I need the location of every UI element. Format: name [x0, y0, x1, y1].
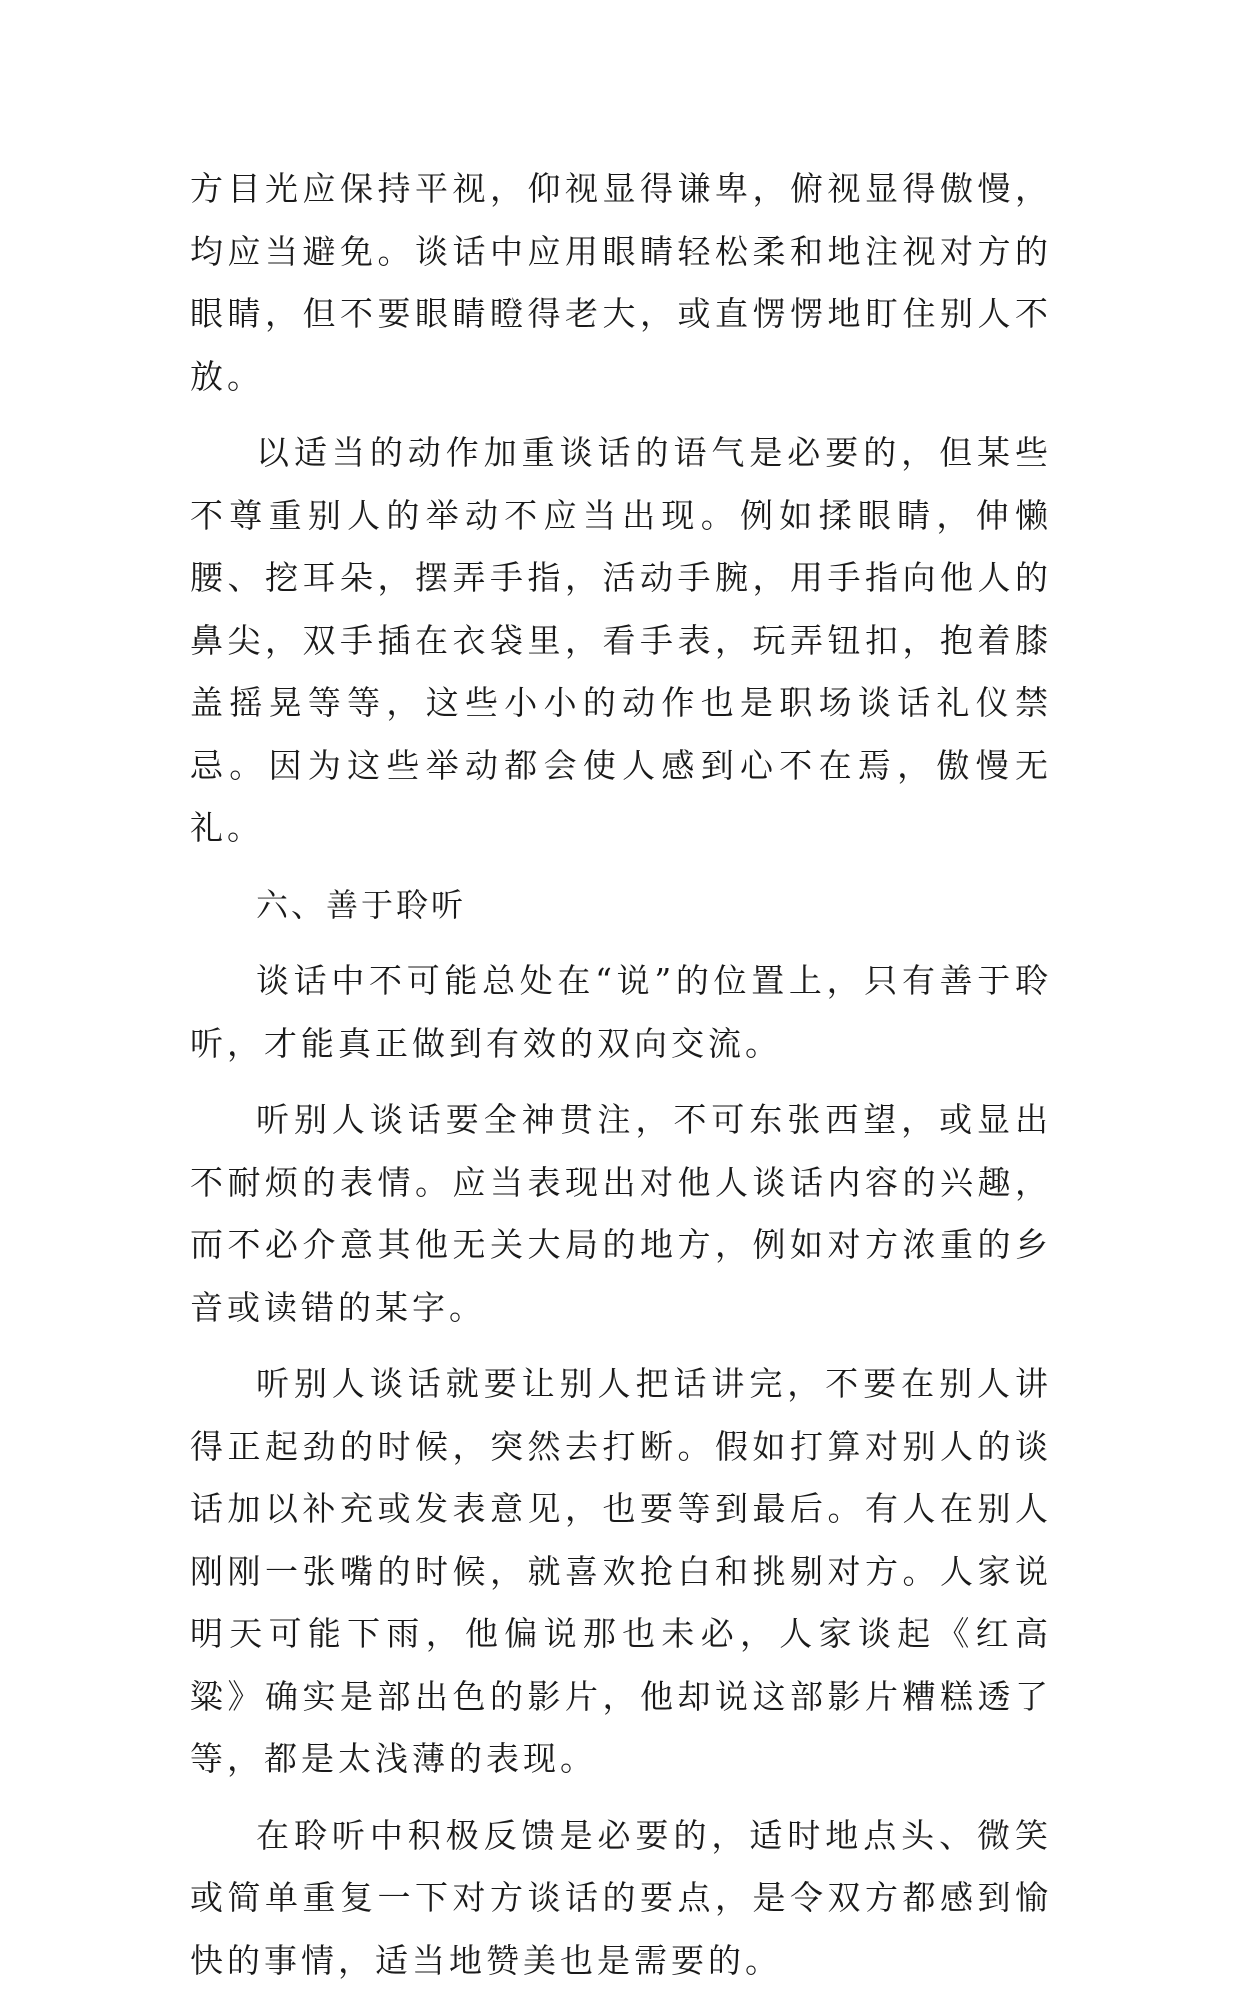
paragraph-attention: 听别人谈话要全神贯注，不可东张西望，或显出不耐烦的表情。应当表现出对他人谈话内容的兴趣，而不必介意其他无关大局的地方，例如对方浓重的乡音或读错的某字。 [190, 1089, 1052, 1339]
section-heading-listening: 六、善于聆听 [190, 874, 1052, 937]
paragraph-no-interrupting: 听别人谈话就要让别人把话讲完，不要在别人讲得正起劲的时候，突然去打断。假如打算对别人的谈话加以补充或发表意见，也要等到最后。有人在别人刚刚一张嘴的时候，就喜欢抢白和挑剔对方。人家说明天可能下雨，他偏说那也未必，人家谈起《红高粱》确实是部出色的影片，他却说这部影片糟糕透了等，都是太浅薄的表现。 [190, 1353, 1052, 1791]
paragraph-gestures: 以适当的动作加重谈话的语气是必要的，但某些不尊重别人的举动不应当出现。例如揉眼睛，伸懒腰、挖耳朵，摆弄手指，活动手腕，用手指向他人的鼻尖，双手插在衣袋里，看手表，玩弄钮扣，抱着膝盖摇晃等等，这些小小的动作也是职场谈话礼仪禁忌。因为这些举动都会使人感到心不在焉，傲慢无礼。 [190, 422, 1052, 860]
document-body [190, 158, 1052, 1992]
paragraph-eye-contact: 方目光应保持平视，仰视显得谦卑，俯视显得傲慢，均应当避免。谈话中应用眼睛轻松柔和地注视对方的眼睛，但不要眼睛瞪得老大，或直愣愣地盯住别人不放。 [190, 158, 1052, 408]
paragraph-feedback: 在聆听中积极反馈是必要的，适时地点头、微笑或简单重复一下对方谈话的要点，是令双方都感到愉快的事情，适当地赞美也是需要的。 [190, 1805, 1052, 1992]
paragraph-listening-intro: 谈话中不可能总处在“说”的位置上，只有善于聆听，才能真正做到有效的双向交流。 [190, 950, 1052, 1075]
